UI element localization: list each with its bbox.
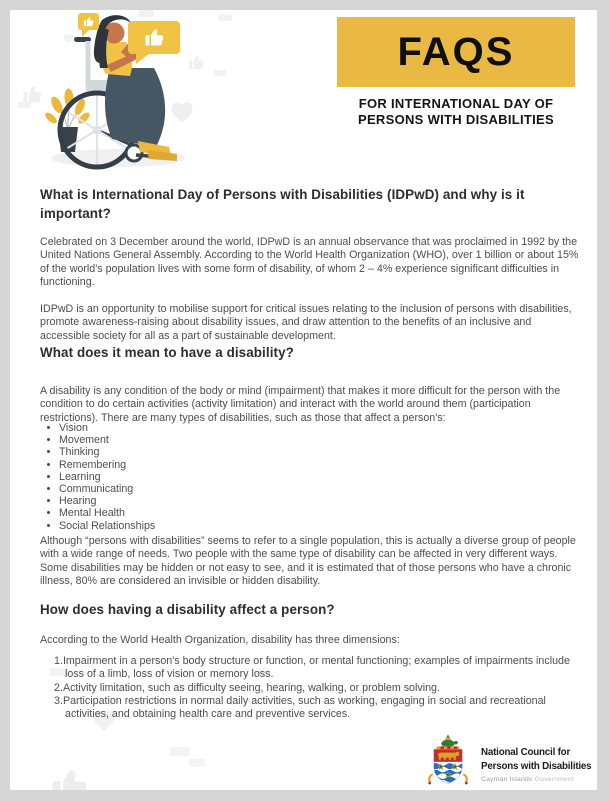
subtitle-line-1: FOR INTERNATIONAL DAY OF	[358, 96, 554, 111]
paragraph-diverse-group: Although “persons with disabilities” seems to refer to a single population, this is actually a diverse group of people with a wide range of needs. Two people with the same type of disability can be affected in very different ways. Some disabilities may be hidden or not easy to see, and it is estimated that of those persons who have a chronic illness, 80% are considered an invisible or hidden disability.	[40, 535, 576, 587]
document-page	[10, 10, 597, 790]
footer-logo-block	[423, 732, 591, 790]
list-item: Movement	[47, 434, 155, 446]
section-heading-disability-meaning: What does it mean to have a disability?	[40, 345, 294, 360]
list-item: Remembering	[47, 459, 155, 471]
org-name-line-2: Persons with Disabilities	[481, 760, 592, 772]
footer-org-text	[481, 732, 591, 790]
list-item: Thinking	[47, 446, 155, 458]
list-item: Vision	[47, 422, 155, 434]
faqs-title: FAQS	[397, 29, 515, 74]
paragraph-idpwd-2: IDPwD is an opportunity to mobilise support for critical issues relating to the inclusion of persons with disabilities, promote awareness-raising about disability issues, and draw attention to the benefits of an inclusive and accessible society for all as a part of sustainable development.	[40, 303, 572, 342]
numbered-item: Impairment in a person's body structure or function, or mental functioning; examples of impairments include loss of a limb, loss of vision or memory loss.	[62, 655, 570, 681]
list-item: Social Relationships	[47, 520, 155, 532]
disability-types-list	[47, 422, 155, 532]
paragraph-three-dimensions: According to the World Health Organization, disability has three dimensions:	[40, 634, 400, 646]
government-label	[481, 776, 591, 783]
paragraph-disability-definition: A disability is any condition of the body or mind (impairment) that makes it more difficult for the person with the condition to do certain activities (activity limitation) and interact with the world around them (participation restrictions). There are many types of disabilities, such as those that affect a person's:	[40, 385, 561, 424]
paragraph-idpwd-1: Celebrated on 3 December around the world, IDPwD is an annual observance that was proclaimed in 1992 by the United Nations General Assembly. According to the World Health Organization (WHO), over 1 billion or about 15% of the world's population lives with some form of disability, of whom 2 – 4% experience significant difficulties in functioning.	[40, 236, 579, 288]
subtitle-line-2: PERSONS WITH DISABILITIES	[357, 111, 554, 127]
faqs-banner	[337, 17, 575, 87]
section-heading-idpwd: What is International Day of Persons with Disabilities (IDPwD) and why is it important?	[40, 187, 525, 221]
section-heading-disability-effect: How does having a disability affect a person?	[40, 602, 335, 617]
numbered-item: Participation restrictions in normal daily activities, such as working, engaging in social and recreational activities, and obtaining health care and preventive services.	[62, 694, 546, 721]
thumbs-up-bubble	[78, 13, 99, 37]
numbered-item: Activity limitation, such as difficulty seeing, hearing, walking, or problem solving.	[62, 681, 440, 694]
thumbs-up-icon	[46, 762, 92, 790]
list-item: Mental Health	[47, 507, 155, 519]
wheelchair-illustration	[18, 10, 258, 174]
government-label-word: Government	[534, 776, 575, 783]
decorative-rectangle	[170, 747, 190, 756]
dimensions-list	[54, 655, 588, 721]
list-item: Hearing	[47, 495, 155, 507]
banner-subtitle	[332, 96, 580, 127]
cayman-coat-of-arms-logo	[423, 732, 473, 790]
list-item: Learning	[47, 471, 155, 483]
org-name-line-1: National Council for	[481, 747, 571, 758]
decorative-rectangle	[189, 759, 205, 767]
list-item: Communicating	[47, 483, 155, 495]
government-label-territory: Cayman Islands	[481, 776, 533, 783]
